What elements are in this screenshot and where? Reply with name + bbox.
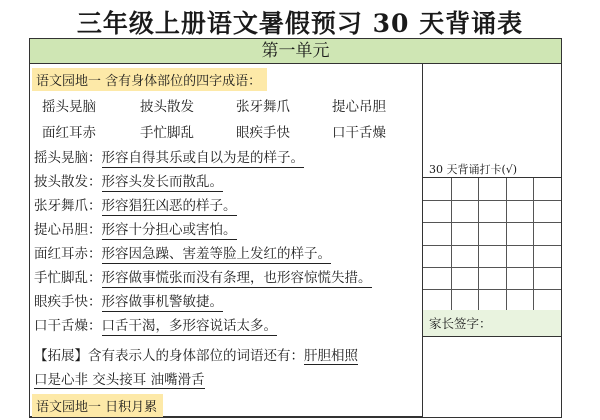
definition-meaning: 形容因急躁、害羞等脸上发红的样子。 <box>101 246 331 262</box>
content-column <box>30 64 423 417</box>
definition-meaning: 形容十分担心或害怕。 <box>101 222 237 238</box>
idiom: 摇头晃脑 <box>42 99 96 115</box>
extension-line-2 <box>34 368 205 388</box>
definition-meaning: 口舌干渴，多形容说话太多。 <box>101 318 277 334</box>
definition-term: 眼疾手快： <box>34 294 102 310</box>
definition-line <box>34 290 223 310</box>
idiom: 张牙舞爪 <box>236 99 290 115</box>
definition-term: 摇头晃脑： <box>34 150 102 166</box>
extension-words: 口是心非 交头接耳 油嘴滑舌 <box>34 372 205 388</box>
grid-row-line <box>423 289 561 290</box>
parent-signature-field[interactable]: 家长签字： <box>423 310 561 337</box>
section-label-idioms: 语文园地一 含有身体部位的四字成语： <box>32 68 267 91</box>
extension-prefix: 【拓展】含有表示人的身体部位的词语还有： <box>34 348 304 364</box>
definition-line <box>34 194 237 214</box>
grid-row-line <box>423 200 561 201</box>
checkin-column <box>423 64 561 417</box>
definition-term: 手忙脚乱： <box>34 270 102 286</box>
grid-row-line <box>423 245 561 246</box>
idiom: 面红耳赤 <box>42 125 96 141</box>
definition-line <box>34 314 277 334</box>
page-title: 三年级上册语文暑假预习 30 天背诵表 <box>76 9 524 38</box>
idiom: 眼疾手快 <box>236 125 290 141</box>
definition-meaning: 形容做事慌张而没有条理，也形容惊慌失措。 <box>101 270 372 286</box>
definition-meaning: 形容头发长而散乱。 <box>101 174 223 190</box>
definition-line <box>34 266 372 286</box>
definition-line <box>34 242 331 262</box>
definition-term: 张牙舞爪： <box>34 198 102 214</box>
idiom: 披头散发 <box>140 99 194 115</box>
grid-row-line <box>423 222 561 223</box>
definition-line <box>34 146 304 166</box>
grid-row-line <box>423 267 561 268</box>
idiom: 提心吊胆 <box>332 99 386 115</box>
definition-term: 披头散发： <box>34 174 102 190</box>
unit-header: 第一单元 <box>30 39 561 64</box>
checkin-grid[interactable] <box>423 177 561 312</box>
definition-meaning: 形容自得其乐或自以为是的样子。 <box>101 150 304 166</box>
idiom: 手忙脚乱 <box>140 125 194 141</box>
extension-underlined: 肝胆相照 <box>304 348 358 364</box>
idiom: 口干舌燥 <box>332 125 386 141</box>
definition-line <box>34 170 223 190</box>
definition-term: 提心吊胆： <box>34 222 102 238</box>
definition-meaning: 形容猖狂凶恶的样子。 <box>101 198 237 214</box>
extension-line-1 <box>34 344 358 364</box>
definition-meaning: 形容做事机警敏捷。 <box>101 294 223 310</box>
checkin-label: 30 天背诵打卡(√) <box>429 163 518 176</box>
definition-line <box>34 218 237 238</box>
recitation-table <box>29 38 562 418</box>
definition-term: 面红耳赤： <box>34 246 102 262</box>
definition-term: 口干舌燥： <box>34 318 102 334</box>
section-label-accumulation: 语文园地一 日积月累 <box>32 394 163 417</box>
